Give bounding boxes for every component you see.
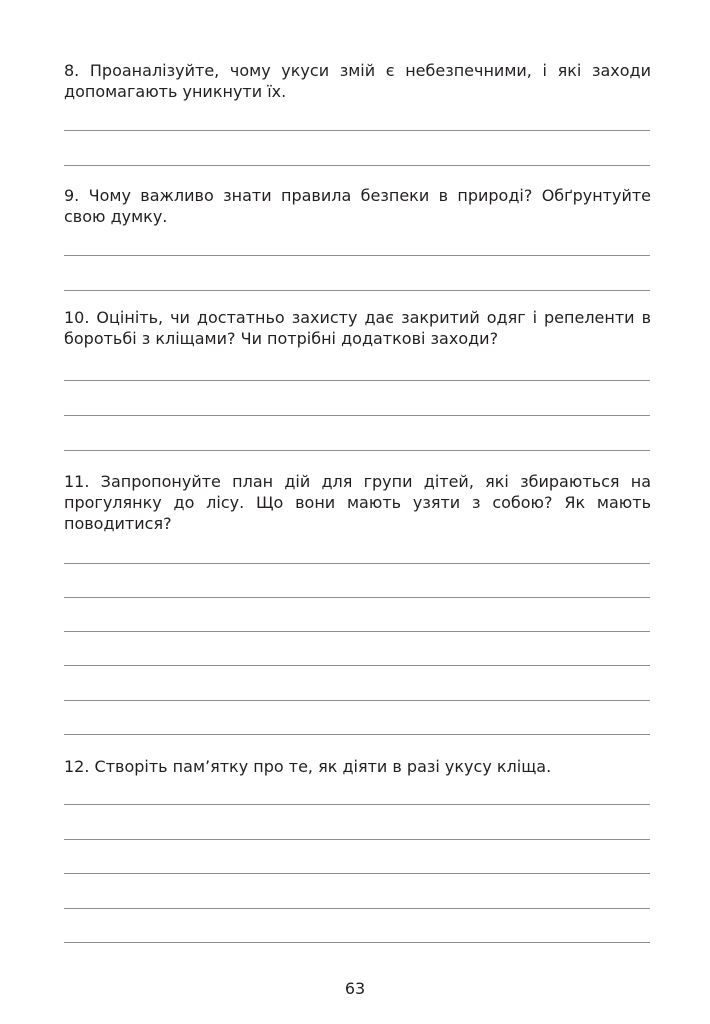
answer-line[interactable] [64, 415, 650, 416]
question-12: 12. Створіть пам’ятку про те, як діяти в разі укусу кліща. [64, 757, 552, 776]
answer-line[interactable] [64, 290, 650, 291]
answer-line[interactable] [64, 734, 650, 735]
answer-line[interactable] [64, 839, 650, 840]
answer-line[interactable] [64, 700, 650, 701]
answer-line[interactable] [64, 631, 650, 632]
answer-line[interactable] [64, 130, 650, 131]
answer-line[interactable] [64, 450, 650, 451]
answer-line[interactable] [64, 908, 650, 909]
question-11: 11. Запропонуйте план дій для групи дітей, які збираються на прогулянку до лісу. Що вони мають узяти з собою? Як мають поводитися? [64, 472, 651, 533]
answer-line[interactable] [64, 255, 650, 256]
answer-line[interactable] [64, 597, 650, 598]
page-number: 63 [344, 979, 366, 998]
answer-line[interactable] [64, 665, 650, 666]
answer-line[interactable] [64, 873, 650, 874]
answer-line[interactable] [64, 380, 650, 381]
answer-line[interactable] [64, 942, 650, 943]
answer-line[interactable] [64, 804, 650, 805]
question-9: 9. Чому важливо знати правила безпеки в природі? Обґрунтуйте свою думку. [64, 186, 651, 226]
question-10: 10. Оцініть, чи достатньо захисту дає закритий одяг і репеленти в боротьбі з кліщами? Чи потрібні додаткові заходи? [64, 308, 651, 348]
question-8: 8. Проаналізуйте, чому укуси змій є небезпечними, і які заходи допомагають уникнути їх. [64, 61, 651, 101]
answer-line[interactable] [64, 563, 650, 564]
answer-line[interactable] [64, 165, 650, 166]
